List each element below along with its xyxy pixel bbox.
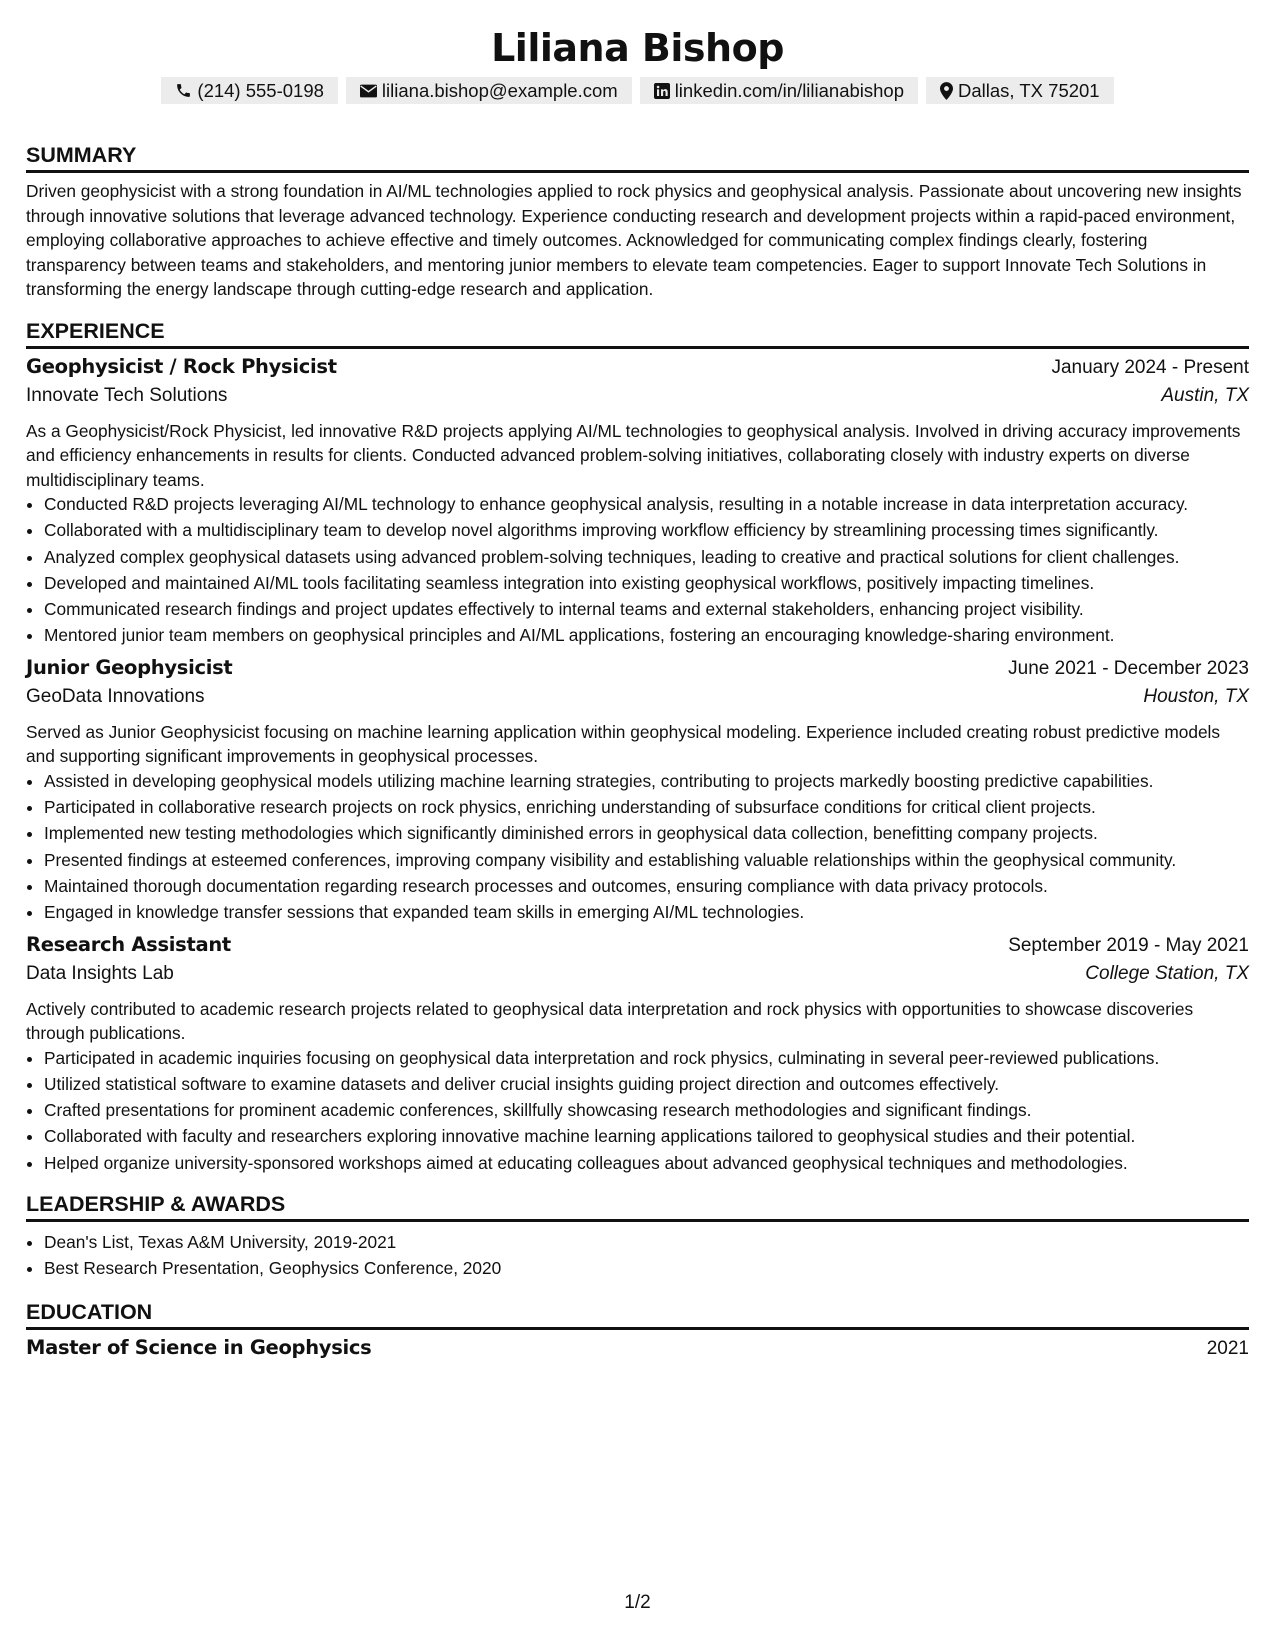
contact-bar	[26, 77, 1249, 104]
education-entry	[26, 1336, 1249, 1366]
job-location: College Station, TX	[1085, 962, 1249, 984]
awards-list	[26, 1230, 1249, 1281]
phone-icon	[175, 82, 192, 99]
company-name: GeoData Innovations	[26, 685, 205, 707]
map-pin-icon	[940, 82, 953, 100]
candidate-name: Liliana Bishop	[491, 26, 784, 70]
job-description: Served as Junior Geophysicist focusing on machine learning application within geophysical modeling. Experience included creating robust predictive models and supporting significant improvements in geophysical processes.	[26, 721, 1221, 767]
contact-linkedin[interactable]	[640, 77, 918, 104]
section-title-education: EDUCATION	[26, 1297, 1249, 1330]
job-description: Actively contributed to academic research projects related to geophysical data interpretation and rock physics with opportunities to showcase discoveries through publications.	[26, 998, 1194, 1044]
summary-text: Driven geophysicist with a strong foundation in AI/ML technologies applied to rock physics and geophysical analysis. Passionate about uncovering new insights through innovative solutions that leverage advanced technology. Experience conducting research and development projects within a rapid-paced environment, employing collaborative approaches to achieve effective and timely outcomes. Acknowledged for communicating complex findings clearly, fostering transparency between teams and stakeholders, and mentoring junior members to elevate team competencies. Eager to support Innovate Tech Solutions in transforming the energy landscape through cutting-edge research and application.	[26, 181, 1242, 299]
list-item: • Conducted R&D projects leveraging AI/ML technology to enhance geophysical analysis, resulting in a notable increase in data interpretation accuracy.	[44, 492, 1249, 516]
job-entry	[26, 933, 1249, 1175]
contact-location[interactable]	[926, 77, 1114, 104]
list-item: • Best Research Presentation, Geophysics Conference, 2020	[44, 1256, 1249, 1280]
list-item: • Analyzed complex geophysical datasets using advanced problem-solving techniques, leading to creative and practical solutions for client challenges.	[44, 545, 1249, 569]
job-dates: June 2021 - December 2023	[1008, 657, 1249, 679]
list-item: • Participated in academic inquiries focusing on geophysical data interpretation and rock physics, culminating in several peer-reviewed publications.	[44, 1046, 1249, 1070]
linkedin-icon	[654, 83, 670, 99]
email-text: liliana.bishop@example.com	[381, 80, 618, 101]
section-title-leadership: LEADERSHIP & AWARDS	[26, 1189, 1249, 1222]
job-description: As a Geophysicist/Rock Physicist, led innovative R&D projects applying AI/ML technologies to geophysical analysis. Involved in driving accuracy improvements and efficiency enhancements in results for clients. Conducted advanced problem-solving initiatives, collaborating closely with industry experts on diverse multidisciplinary teams.	[26, 420, 1241, 490]
list-item: • Communicated research findings and project updates effectively to internal teams and external stakeholders, enhancing project visibility.	[44, 597, 1249, 621]
location-text: Dallas, TX 75201	[958, 80, 1100, 101]
list-item: • Assisted in developing geophysical models utilizing machine learning strategies, contributing to projects markedly boosting predictive capabilities.	[44, 769, 1249, 793]
list-item: • Presented findings at esteemed conferences, improving company visibility and establishing valuable relationships within the geophysical community.	[44, 848, 1249, 872]
section-title-summary: SUMMARY	[26, 140, 1249, 173]
list-item: • Implemented new testing methodologies which significantly diminished errors in geophysical data collection, benefitting company projects.	[44, 821, 1249, 845]
job-title: Geophysicist / Rock Physicist	[26, 354, 337, 378]
degree-title: Master of Science in Geophysics	[26, 1335, 372, 1359]
company-name: Innovate Tech Solutions	[26, 384, 228, 406]
degree-year: 2021	[1206, 1337, 1249, 1359]
job-dates: January 2024 - Present	[1051, 356, 1249, 378]
list-item: • Participated in collaborative research projects on rock physics, enriching understanding of subsurface conditions for critical client projects.	[44, 795, 1249, 819]
phone-text: (214) 555-0198	[197, 80, 324, 101]
contact-phone[interactable]	[161, 77, 338, 104]
section-title-experience: EXPERIENCE	[26, 316, 1249, 349]
job-bullets	[26, 769, 1249, 925]
job-dates: September 2019 - May 2021	[1008, 934, 1249, 956]
job-entry	[26, 355, 1249, 648]
list-item: • Collaborated with a multidisciplinary team to develop novel algorithms improving workflow efficiency by streamlining processing times significantly.	[44, 518, 1249, 542]
list-item: • Engaged in knowledge transfer sessions that expanded team skills in emerging AI/ML technologies.	[44, 900, 1249, 924]
list-item: • Mentored junior team members on geophysical principles and AI/ML applications, fostering an encouraging knowledge-sharing environment.	[44, 623, 1249, 647]
list-item: • Dean's List, Texas A&M University, 2019-2021	[44, 1230, 1249, 1254]
job-entry	[26, 656, 1249, 925]
job-title: Junior Geophysicist	[26, 655, 233, 679]
job-bullets	[26, 1046, 1249, 1175]
job-location: Houston, TX	[1143, 685, 1249, 707]
page-number: 1/2	[624, 1592, 651, 1613]
resume-page	[26, 0, 1249, 1366]
linkedin-text: linkedin.com/in/lilianabishop	[674, 80, 905, 101]
list-item: • Helped organize university-sponsored workshops aimed at educating colleagues about advanced geophysical techniques and methodologies.	[44, 1151, 1249, 1175]
list-item: • Developed and maintained AI/ML tools facilitating seamless integration into existing geophysical workflows, positively impacting timelines.	[44, 571, 1249, 595]
list-item: • Utilized statistical software to examine datasets and deliver crucial insights guiding project direction and outcomes effectively.	[44, 1072, 1249, 1096]
envelope-icon	[360, 84, 377, 98]
contact-email[interactable]	[346, 77, 632, 104]
company-name: Data Insights Lab	[26, 962, 174, 984]
job-title: Research Assistant	[26, 932, 231, 956]
job-location: Austin, TX	[1161, 384, 1249, 406]
list-item: • Crafted presentations for prominent academic conferences, skillfully showcasing research methodologies and significant findings.	[44, 1098, 1249, 1122]
job-bullets	[26, 492, 1249, 648]
list-item: • Maintained thorough documentation regarding research processes and outcomes, ensuring compliance with data privacy protocols.	[44, 874, 1249, 898]
list-item: • Collaborated with faculty and researchers exploring innovative machine learning applications tailored to geophysical studies and their potential.	[44, 1124, 1249, 1148]
